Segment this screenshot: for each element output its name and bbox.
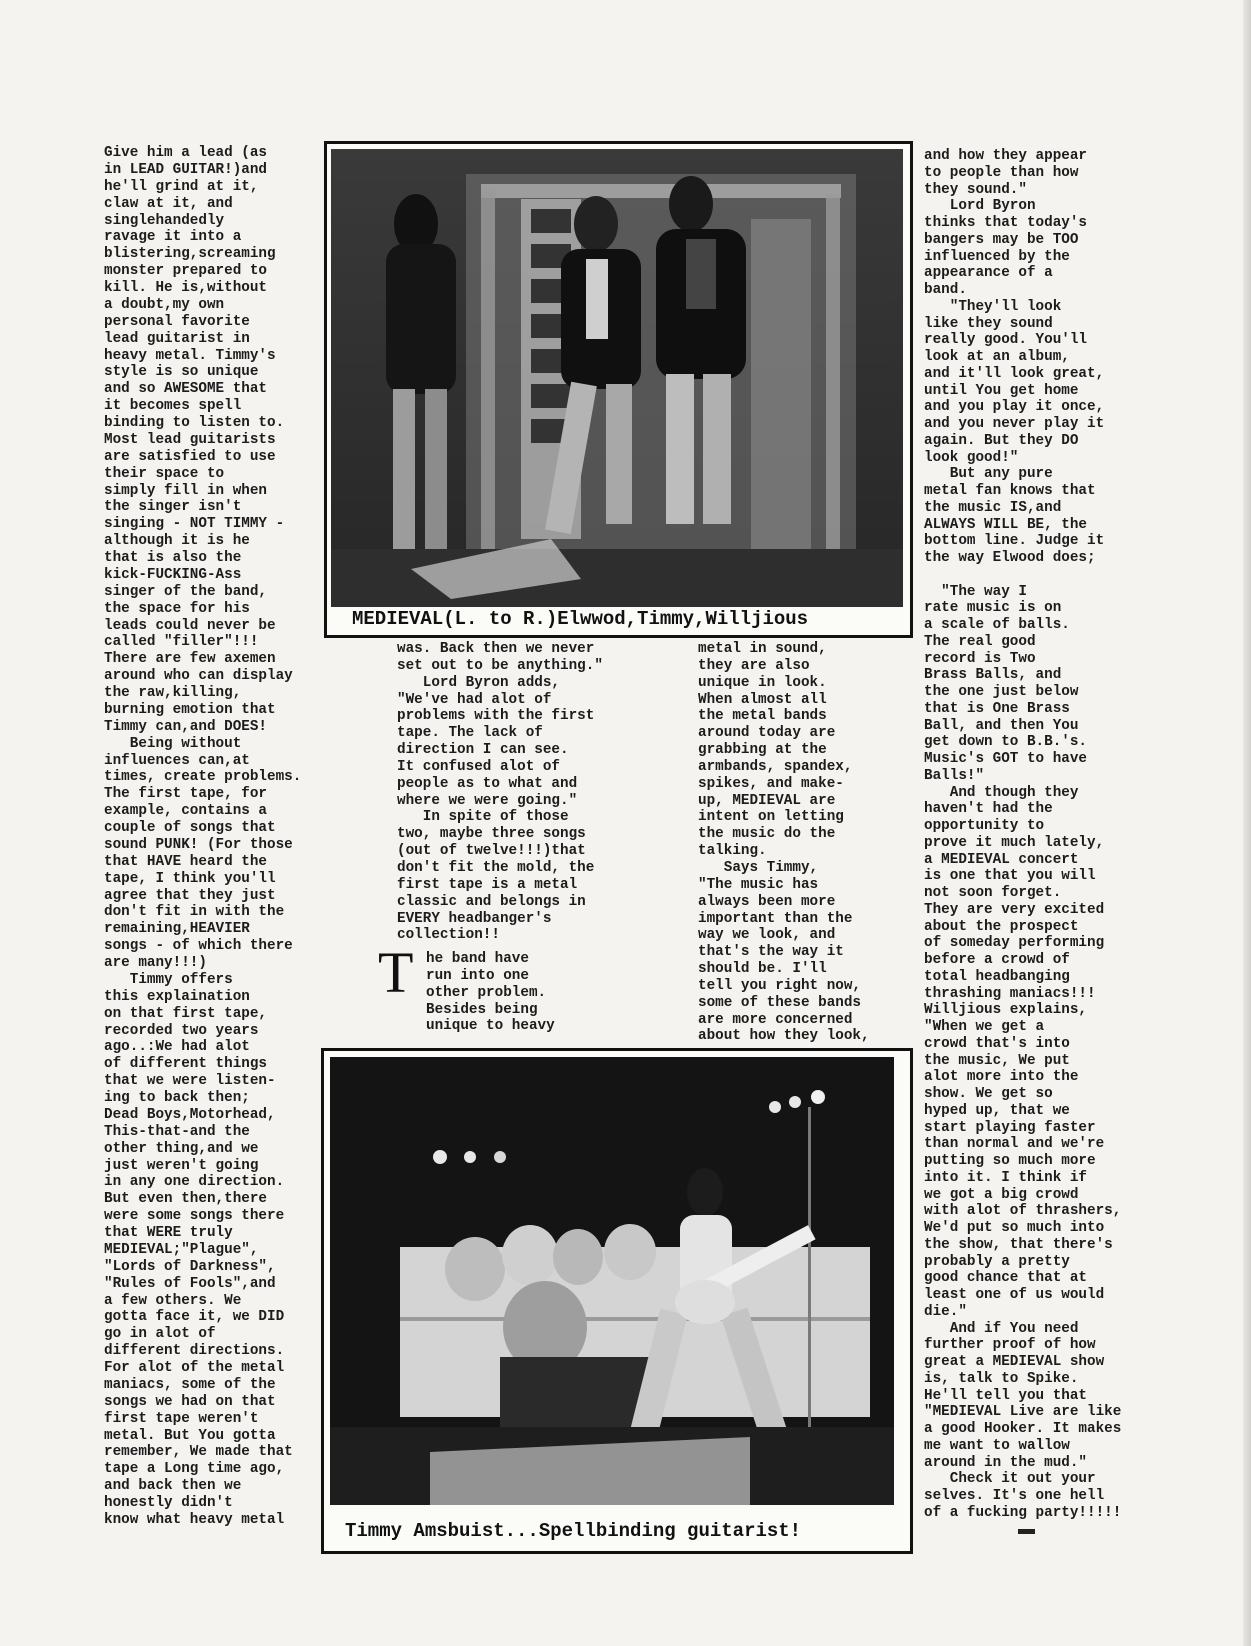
text-line: around today are (698, 725, 836, 742)
text-line: go in alot of (104, 1326, 216, 1343)
text-line: claw at it, and (104, 195, 233, 212)
text-line: And if You need (924, 1320, 1079, 1337)
text-line: look at an album, (924, 349, 1070, 365)
text-line: "Rules of Fools",and (104, 1275, 276, 1292)
text-line: thinks that today's (924, 215, 1088, 231)
text-line: Timmy can,and DOES! (104, 718, 268, 735)
text-line: simply fill in when (104, 482, 268, 499)
text-line: alot more into the (924, 1069, 1079, 1086)
text-line: Dead Boys,Motorhead, (104, 1106, 276, 1123)
text-line: and you play it once, (924, 399, 1105, 416)
text-line: We'd put so much into (924, 1220, 1105, 1236)
text-line: in LEAD GUITAR!)and (104, 161, 268, 178)
text-line: die." (924, 1303, 967, 1320)
text-line: good chance that at (924, 1270, 1088, 1287)
text-line: set out to be anything." (397, 657, 603, 674)
text-line: (out of twelve!!!)that (397, 843, 586, 860)
text-line: really good. You'll (924, 332, 1088, 349)
text-line: show. We get so (924, 1086, 1053, 1102)
text-line: is one that you will (924, 868, 1096, 885)
text-line: don't fit in with the (104, 904, 285, 921)
text-line: Ball, and then You (924, 717, 1079, 734)
text-line: were some songs there (104, 1208, 285, 1225)
page-edge (1243, 0, 1251, 1646)
text-line: example, contains a (104, 803, 268, 820)
text-line: tape. The lack of (397, 725, 543, 742)
text-line: they are also (698, 657, 810, 674)
text-line: influenced by the (924, 248, 1070, 265)
text-line: Most lead guitarists (104, 431, 276, 448)
text-line: the show, that there's (924, 1236, 1113, 1253)
text-line: and you never play it (924, 416, 1105, 432)
text-line: some of these bands (698, 994, 862, 1011)
text-line: classic and belongs in (397, 893, 586, 910)
text-line: Besides being (426, 1001, 538, 1018)
text-line: that is also the (104, 550, 242, 566)
text-line: burning emotion that (104, 701, 276, 718)
text-line: like they sound (924, 315, 1053, 332)
text-line: But any pure (924, 466, 1053, 483)
text-line: intent on letting (698, 809, 844, 826)
text-line: In spite of those (397, 809, 569, 826)
text-line: great a MEDIEVAL show (924, 1354, 1105, 1370)
text-line: spikes, and make- (698, 775, 844, 792)
text-line: first tape is a metal (397, 876, 578, 893)
text-line: personal favorite (104, 313, 250, 330)
text-line: crowd that's into (924, 1035, 1070, 1052)
text-line: the music, We put (924, 1052, 1070, 1069)
text-line: lead guitarist in (104, 330, 250, 347)
drop-cap: T (378, 940, 414, 1005)
text-line: bangers may be TOO (924, 231, 1079, 248)
text-line: where we were going." (397, 792, 578, 809)
text-line (924, 567, 1121, 584)
text-line: called "filler"!!! (104, 634, 259, 651)
text-line: "They'll look (924, 298, 1062, 315)
text-line: tell you right now, (698, 977, 862, 994)
text-line: leads could never be (104, 617, 276, 634)
text-line: appearance of a (924, 265, 1053, 282)
text-line: "We've had alot of (397, 691, 552, 708)
text-line: singer of the band, (104, 583, 268, 600)
text-line: way we look, and (698, 927, 836, 944)
text-line: "The music has (698, 876, 819, 893)
article-column-3 (698, 641, 870, 1045)
text-line: When almost all (698, 691, 827, 708)
text-line: prove it much lately, (924, 834, 1105, 851)
text-line: haven't had the (924, 801, 1053, 818)
text-line: metal fan knows that (924, 483, 1096, 499)
text-line: to people than how (924, 164, 1079, 181)
text-line: But even then,there (104, 1191, 268, 1208)
text-line: of different things (104, 1056, 268, 1073)
text-line: remaining,HEAVIER (104, 921, 250, 938)
text-line: people as to what and (397, 775, 578, 792)
text-line: Balls!" (924, 767, 985, 784)
text-line: different directions. (104, 1343, 285, 1360)
text-line: opportunity to (924, 818, 1045, 834)
text-line: about the prospect (924, 918, 1079, 935)
text-line: "MEDIEVAL Live are like (924, 1404, 1122, 1421)
text-line: me want to wallow (924, 1437, 1070, 1454)
text-line: and so AWESOME that (104, 381, 268, 398)
text-line: EVERY headbanger's (397, 910, 552, 927)
text-line: ALWAYS WILL BE, the (924, 516, 1088, 533)
text-line: Willjious explains, (924, 1002, 1088, 1019)
text-line: monster prepared to (104, 263, 268, 280)
text-line: a MEDIEVAL concert (924, 851, 1079, 868)
text-line: It confused alot of (397, 758, 561, 775)
text-line: don't fit the mold, the (397, 859, 595, 876)
text-line: until You get home (924, 382, 1079, 399)
text-line: that we were listen- (104, 1073, 276, 1090)
text-line: honestly didn't (104, 1495, 233, 1511)
text-line: remember, We made that (104, 1444, 293, 1461)
text-line: sound PUNK! (For those (104, 836, 293, 853)
text-line: least one of us would (924, 1287, 1105, 1303)
text-line: with alot of thrashers, (924, 1203, 1122, 1220)
text-line: recorded two years (104, 1022, 259, 1039)
text-line: Timmy offers (104, 971, 233, 988)
text-line: run into one (426, 967, 529, 984)
text-line: rate music is on (924, 600, 1062, 617)
text-line: should be. I'll (698, 961, 827, 978)
text-line: collection!! (397, 927, 500, 944)
text-line: metal in sound, (698, 641, 827, 657)
text-line: this explaination (104, 988, 250, 1005)
article-end-mark (1018, 1529, 1035, 1534)
text-line: probably a pretty (924, 1253, 1070, 1270)
text-line: Lord Byron adds, (397, 674, 561, 691)
text-line: just weren't going (104, 1157, 259, 1174)
text-line: Music's GOT to have (924, 751, 1088, 767)
text-line: know what heavy metal (104, 1511, 285, 1528)
text-line: the metal bands (698, 708, 827, 725)
text-line: The real good (924, 633, 1036, 650)
text-line: bottom line. Judge it (924, 533, 1105, 550)
text-line: grabbing at the (698, 742, 827, 759)
text-line: Brass Balls, and (924, 667, 1062, 684)
text-line: about how they look, (698, 1028, 870, 1045)
text-line: it becomes spell (104, 398, 242, 415)
text-line: their space to (104, 465, 225, 482)
text-line: tape, I think you'll (104, 870, 276, 887)
text-line: And though they (924, 784, 1079, 801)
text-line: "Lords of Darkness", (104, 1258, 276, 1275)
text-line: They are very excited (924, 901, 1105, 918)
text-line: record is Two (924, 650, 1036, 667)
text-line: look good!" (924, 449, 1019, 466)
text-line: the music IS,and (924, 499, 1062, 516)
article-column-1 (104, 145, 301, 1529)
text-line: a doubt,my own (104, 296, 225, 313)
text-line: MEDIEVAL;"Plague", (104, 1241, 259, 1258)
text-line: the raw,killing, (104, 685, 242, 701)
text-line: he'll grind at it, (104, 178, 259, 195)
text-line: are more concerned (698, 1011, 853, 1028)
text-line: kick-FUCKING-Ass (104, 566, 242, 583)
text-line: around in the mud." (924, 1454, 1088, 1471)
text-line: kill. He is,without (104, 280, 268, 296)
text-line: For alot of the metal (104, 1360, 285, 1376)
text-line: Lord Byron (924, 198, 1036, 215)
text-line: singlehandedly (104, 212, 225, 229)
text-line: selves. It's one hell (924, 1488, 1105, 1504)
text-line: Give him a lead (as (104, 145, 268, 161)
text-line: influences can,at (104, 752, 250, 769)
text-line: couple of songs that (104, 820, 276, 836)
text-line: Check it out your (924, 1471, 1096, 1488)
text-line: they sound." (924, 181, 1027, 198)
text-line: and how they appear (924, 148, 1088, 164)
text-line: not soon forget. (924, 885, 1062, 901)
text-line: tape a Long time ago, (104, 1461, 285, 1478)
text-line: again. But they DO (924, 432, 1079, 449)
text-line: other thing,and we (104, 1140, 259, 1157)
text-line: is, talk to Spike. (924, 1370, 1079, 1387)
band-photo (331, 149, 903, 607)
text-line: first tape weren't (104, 1410, 259, 1427)
text-line: the one just below (924, 684, 1079, 700)
text-line: The first tape, for (104, 786, 268, 803)
text-line: other problem. (426, 984, 547, 1001)
text-line: start playing faster (924, 1119, 1096, 1136)
concert-photo-caption: Timmy Amsbuist...Spellbinding guitarist! (345, 1520, 802, 1542)
text-line: up, MEDIEVAL are (698, 792, 836, 809)
text-line: the space for his (104, 600, 250, 617)
text-line: band. (924, 282, 967, 298)
text-line: songs - of which there (104, 938, 293, 955)
text-line: a good Hooker. It makes (924, 1421, 1122, 1437)
text-line: we got a big crowd (924, 1186, 1079, 1203)
text-line: that HAVE heard the (104, 853, 268, 870)
text-line: than normal and we're (924, 1136, 1105, 1153)
text-line: maniacs, some of the (104, 1376, 276, 1393)
text-line: ago..:We had alot (104, 1039, 250, 1056)
text-line: in any one direction. (104, 1174, 285, 1191)
text-line: he band have (426, 951, 529, 967)
band-photo-caption: MEDIEVAL(L. to R.)Elwwod,Timmy,Willjious (352, 608, 809, 630)
text-line: agree that they just (104, 887, 276, 904)
text-line: of a fucking party!!!!! (924, 1504, 1122, 1521)
text-line: problems with the first (397, 708, 595, 725)
text-line: times, create problems. (104, 769, 302, 786)
text-line: the music do the (698, 826, 836, 843)
text-line: binding to listen to. (104, 415, 285, 431)
text-line: armbands, spandex, (698, 758, 853, 775)
text-line: are many!!!) (104, 955, 207, 971)
text-line: Says Timmy, (698, 859, 819, 876)
text-line: ravage it into a (104, 229, 242, 246)
text-line: although it is he (104, 533, 250, 550)
text-line: total headbanging (924, 968, 1070, 985)
text-line: style is so unique (104, 364, 259, 381)
text-line: a few others. We (104, 1292, 242, 1309)
text-line: Being without (104, 735, 242, 752)
text-line: blistering,screaming (104, 246, 276, 263)
text-line: was. Back then we never (397, 641, 595, 657)
text-line: the way Elwood does; (924, 550, 1096, 566)
text-line: unique in look. (698, 674, 827, 691)
text-line: that WERE truly (104, 1225, 233, 1241)
article-column-2 (397, 641, 603, 944)
text-line: that's the way it (698, 944, 844, 961)
text-line: "The way I (924, 583, 1027, 600)
text-line: unique to heavy (426, 1018, 555, 1035)
text-line: of someday performing (924, 935, 1105, 952)
text-line: important than the (698, 910, 853, 927)
text-line: songs we had on that (104, 1393, 276, 1410)
text-line: into it. I think if (924, 1169, 1088, 1186)
text-line: This-that-and the (104, 1123, 250, 1140)
text-line: around who can display (104, 668, 293, 685)
article-column-2-continued (426, 951, 555, 1035)
text-line: the singer isn't (104, 499, 242, 516)
text-line: a scale of balls. (924, 617, 1070, 633)
text-line: hyped up, that we (924, 1102, 1070, 1119)
text-line: further proof of how (924, 1337, 1096, 1354)
text-line: talking. (698, 843, 767, 860)
text-line: direction I can see. (397, 742, 569, 759)
text-line: He'll tell you that (924, 1387, 1088, 1404)
text-line: heavy metal. Timmy's (104, 347, 276, 364)
text-line: metal. But You gotta (104, 1427, 276, 1444)
article-column-4 (924, 148, 1121, 1522)
text-line: get down to B.B.'s. (924, 734, 1088, 751)
text-line: There are few axemen (104, 651, 276, 668)
text-line: singing - NOT TIMMY - (104, 516, 285, 533)
text-line: gotta face it, we DID (104, 1309, 285, 1326)
text-line: putting so much more (924, 1153, 1096, 1169)
text-line: and back then we (104, 1478, 242, 1495)
text-line: that is One Brass (924, 700, 1070, 717)
text-line: on that first tape, (104, 1005, 268, 1022)
text-line: before a crowd of (924, 952, 1070, 968)
text-line: two, maybe three songs (397, 826, 586, 843)
text-line: are satisfied to use (104, 448, 276, 465)
text-line: ing to back then; (104, 1090, 250, 1106)
text-line: thrashing maniacs!!! (924, 985, 1096, 1002)
text-line: "When we get a (924, 1019, 1045, 1035)
concert-photo (330, 1057, 894, 1505)
text-line: always been more (698, 893, 836, 910)
text-line: and it'll look great, (924, 365, 1105, 382)
